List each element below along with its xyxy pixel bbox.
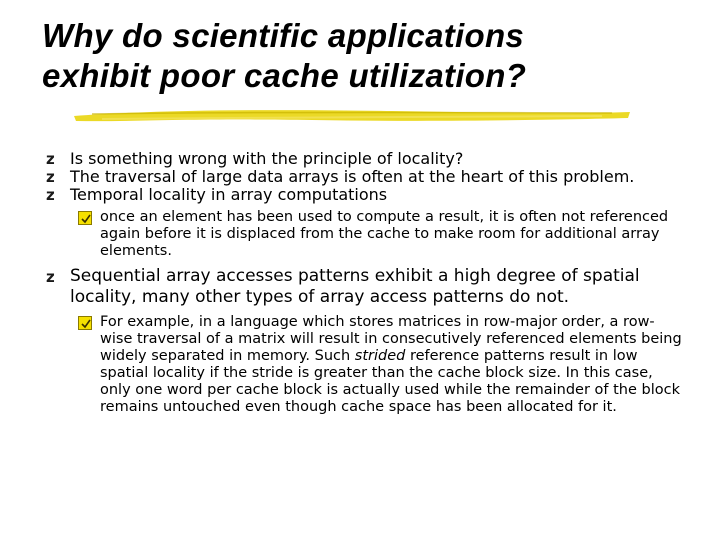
- bullet-text: The traversal of large data arrays is often at the heart of this problem.: [70, 167, 635, 186]
- title-underline-brushstroke: [72, 104, 632, 126]
- check-box-icon: [78, 316, 92, 330]
- z-bullet-icon: z: [46, 186, 55, 204]
- title-line-1: Why do scientific applications: [42, 17, 525, 54]
- z-bullet-icon: z: [46, 168, 55, 186]
- z-bullet-icon: z: [46, 268, 55, 286]
- bullet-text: Sequential array accesses patterns exhibit a high degree of spatial locality, many other types of array access patterns do not.: [70, 266, 640, 307]
- bullet-point-1: [46, 150, 686, 167]
- check-box-icon: [78, 211, 92, 225]
- bullet-text: Is something wrong with the principle of locality?: [70, 149, 464, 168]
- bullet-point-4: [46, 266, 686, 308]
- bullet-point-3: [46, 186, 686, 203]
- z-bullet-icon: z: [46, 150, 55, 168]
- emphasized-word: strided: [354, 348, 406, 364]
- sub-bullet-text: once an element has been used to compute a result, it is often not referenced again before it is displaced from the cache to make room for additional array elements.: [100, 209, 669, 259]
- slide-body: [46, 150, 686, 418]
- slide-title: [42, 16, 702, 96]
- bullet-text: Temporal locality in array computations: [70, 185, 388, 204]
- sub-bullet-temporal: [46, 209, 686, 260]
- sub-bullet-strided: [46, 314, 686, 416]
- bullet-point-2: [46, 168, 686, 185]
- sub-bullet-text-part2: reference patterns result in low spatial locality if the stride is greater than the cache block size. In this case, only one word per cache block is actually used while the remainder of the block remains untouched even though cache space has been allocated for it.: [100, 348, 680, 415]
- sub-bullet-text-part1: For example, in a language which stores matrices in row-major order, a row-wise traversal of a matrix will result in consecutively referenced elements being widely separated in memory. Such: [100, 314, 682, 364]
- title-line-2: exhibit poor cache utilization?: [42, 57, 527, 94]
